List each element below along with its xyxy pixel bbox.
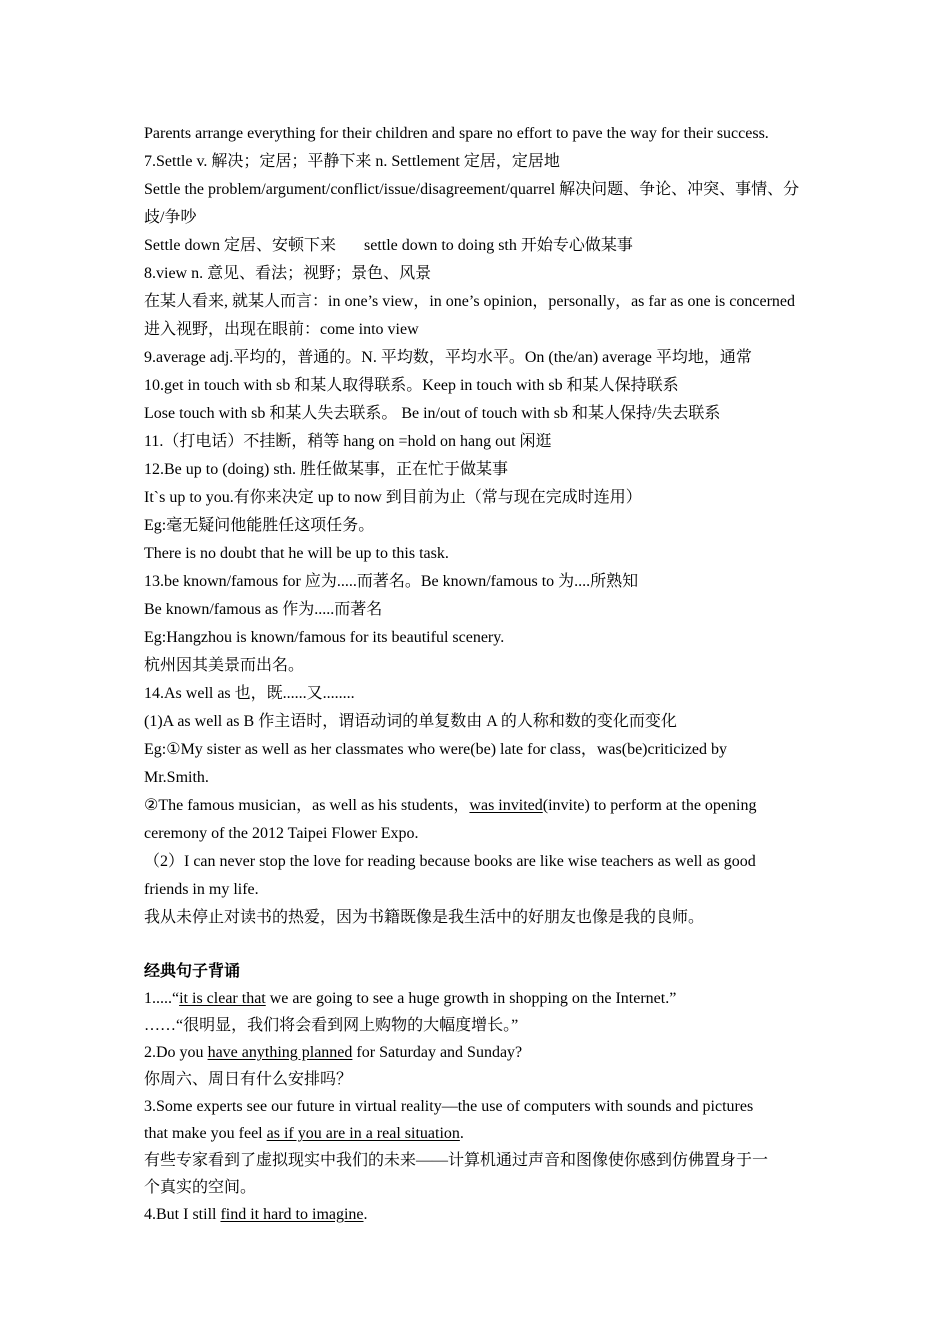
text-line: （2）I can never stop the love for reading because books are like wise teachers as well as good	[144, 853, 756, 870]
text-line: Be known/famous as 作为.....而著名	[144, 601, 383, 618]
text-line: (1)A as well as B 作主语时，谓语动词的单复数由 A 的人称和数的变化而变化	[144, 713, 677, 730]
sentence-line: 个真实的空间。	[144, 1179, 257, 1196]
text-line: 12.Be up to (doing) sth. 胜任做某事，正在忙于做某事	[144, 461, 508, 478]
text-line: ceremony of the 2012 Taipei Flower Expo.	[144, 825, 419, 842]
text-line: 我从未停止对读书的热爱，因为书籍既像是我生活中的好朋友也像是我的良师。	[144, 909, 705, 926]
text-line: It`s up to you.有你来决定 up to now 到目前为止（常与现在完成时连用）	[144, 489, 642, 506]
underlined-answer: was invited	[469, 797, 543, 814]
text-line: Eg:毫无疑问他能胜任这项任务。	[144, 517, 375, 534]
text-line: 14.As well as 也，既......又........	[144, 685, 355, 702]
text-line: 在某人看来, 就某人而言：in one’s view，in one’s opinion，personally，as far as one is concerned	[144, 293, 796, 310]
sentence-line: 4.But I still find it hard to imagine.	[144, 1206, 368, 1223]
text-line: 杭州因其美景而出名。	[144, 657, 305, 674]
text-line: friends in my life.	[144, 881, 259, 898]
text-line: 11.（打电话）不挂断，稍等 hang on =hold on hang out 闲逛	[144, 433, 552, 450]
section-spacer	[144, 932, 814, 958]
text-line: Parents arrange everything for their children and spare no effort to pave the way for their success.	[144, 125, 769, 142]
sentence-line: that make you feel as if you are in a real situation.	[144, 1125, 464, 1142]
sentence-line: ……“很明显，我们将会看到网上购物的大幅度增长。”	[144, 1017, 519, 1034]
text-line: Lose touch with sb 和某人失去联系。 Be in/out of touch with sb 和某人保持/失去联系	[144, 405, 721, 422]
sentence-line: 3.Some experts see our future in virtual reality—the use of computers with sounds and pictures	[144, 1098, 754, 1115]
text-line: Eg:①My sister as well as her classmates who were(be) late for class，was(be)criticized by	[144, 741, 728, 758]
text-line: 7.Settle v. 解决；定居；平静下来 n. Settlement 定居，定居地	[144, 153, 560, 170]
text-line: Settle the problem/argument/conflict/issue/disagreement/quarrel 解决问题、争论、冲突、事情、分	[144, 181, 800, 198]
text-line: 9.average adj.平均的，普通的。N. 平均数，平均水平。On (the/an) average 平均地，通常	[144, 349, 752, 366]
sentence-line: 有些专家看到了虚拟现实中我们的未来——计算机通过声音和图像使你感到仿佛置身于一	[144, 1152, 769, 1169]
text-line: Settle down 定居、安顿下来 settle down to doing sth 开始专心做某事	[144, 237, 633, 254]
text-line: There is no doubt that he will be up to this task.	[144, 545, 449, 562]
sentence-line: 你周六、周日有什么安排吗？	[144, 1071, 353, 1088]
underlined-phrase: have anything planned	[207, 1044, 353, 1061]
section-heading: 经典句子背诵	[144, 963, 241, 980]
text-line: 歧/争吵	[144, 209, 197, 226]
text-line: 10.get in touch with sb 和某人取得联系。Keep in touch with sb 和某人保持联系	[144, 377, 679, 394]
document-body	[144, 120, 814, 1228]
text-line: Eg:Hangzhou is known/famous for its beautiful scenery.	[144, 629, 505, 646]
underlined-phrase: it is clear that	[179, 990, 266, 1007]
underlined-phrase: as if you are in a real situation	[266, 1125, 460, 1142]
underlined-phrase: find it hard to imagine	[220, 1206, 364, 1223]
sentence-line: 1.....“it is clear that we are going to see a huge growth in shopping on the Internet.”	[144, 990, 677, 1007]
sentence-line: 2.Do you have anything planned for Saturday and Sunday?	[144, 1044, 523, 1061]
text-line: 13.be known/famous for 应为.....而著名。Be known/famous to 为....所熟知	[144, 573, 639, 590]
text-line: Mr.Smith.	[144, 769, 209, 786]
text-line: ②The famous musician，as well as his students，was invited(invite) to perform at the opening	[144, 797, 757, 814]
text-line: 进入视野，出现在眼前：come into view	[144, 321, 419, 338]
text-line: 8.view n. 意见、看法；视野；景色、风景	[144, 265, 432, 282]
